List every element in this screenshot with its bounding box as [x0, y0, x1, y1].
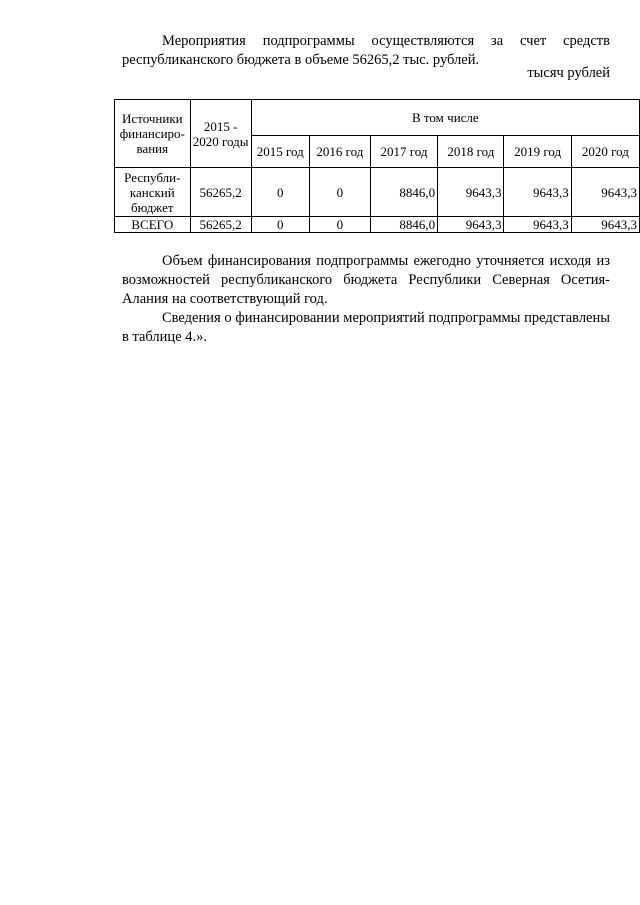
row-total: 56265,2 [190, 168, 251, 217]
reference-paragraph: Сведения о финансировании мероприятий подпрограммы представлены в таблице 4.». [122, 310, 610, 345]
row-value: 9643,3 [571, 217, 639, 233]
table-row [115, 217, 640, 233]
row-value: 9643,3 [504, 168, 571, 217]
header-year: 2017 год [370, 136, 437, 168]
row-value: 9643,3 [571, 168, 639, 217]
row-value: 0 [251, 217, 309, 233]
row-source: Республи-канский бюджет [115, 168, 191, 217]
header-source: Источники финансиро-вания [115, 100, 191, 168]
unit-label: тысяч рублей [527, 65, 610, 81]
row-source: ВСЕГО [115, 217, 191, 233]
header-year: 2016 год [309, 136, 370, 168]
row-value: 0 [309, 217, 370, 233]
row-value: 8846,0 [370, 168, 437, 217]
header-year: 2015 год [251, 136, 309, 168]
header-including: В том числе [251, 100, 639, 136]
funding-paragraph: Объем финансирования подпрограммы ежегодно уточняется исходя из возможностей республиканского бюджета Республики Северная Осетия-Алания на соответствующий год. [122, 253, 610, 307]
header-year: 2020 год [571, 136, 639, 168]
row-total: 56265,2 [190, 217, 251, 233]
intro-paragraph: Мероприятия подпрограммы осуществляются за счет средств республиканского бюджета в объеме 56265,2 тыс. рублей. [122, 33, 610, 68]
financing-table [114, 99, 640, 233]
table-row [115, 168, 640, 217]
header-year: 2018 год [438, 136, 504, 168]
row-value: 9643,3 [504, 217, 571, 233]
row-value: 0 [309, 168, 370, 217]
header-year: 2019 год [504, 136, 571, 168]
row-value: 8846,0 [370, 217, 437, 233]
row-value: 9643,3 [438, 217, 504, 233]
row-value: 0 [251, 168, 309, 217]
header-total: 2015 - 2020 годы [190, 100, 251, 168]
row-value: 9643,3 [438, 168, 504, 217]
